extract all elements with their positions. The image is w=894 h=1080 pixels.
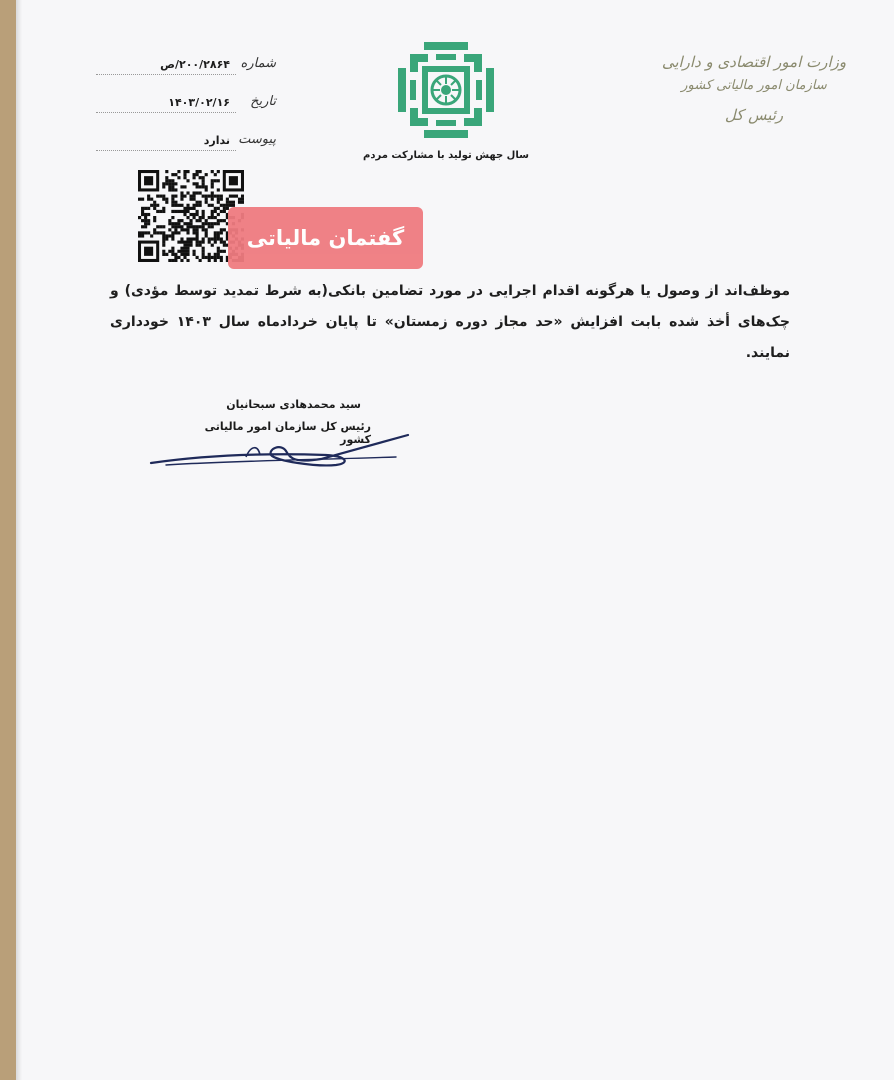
number-value: ۲۰۰/۲۸۶۴/ص — [160, 58, 230, 71]
ministry-header — [654, 50, 854, 132]
attachment-row — [96, 128, 276, 166]
tax-organization-logo-icon — [396, 40, 496, 140]
signatory-title: رئیس کل سازمان امور مالیاتی کشور — [204, 420, 371, 446]
year-slogan: سال جهش تولید با مشارکت مردم — [363, 150, 529, 161]
letter-body: موظف‌اند از وصول یا هرگونه اقدام اجرایی در مورد تضامین بانکی(به شرط تمدید توسط مؤدی) و چک‌های أخذ شده بابت افزایش «حد مجاز دوره زمستان» تا پایان خردادماه سال ۱۴۰۳ خودداری نمایند. — [110, 283, 790, 361]
number-row — [96, 52, 276, 90]
attachment-label: پیوست — [238, 132, 276, 147]
handwritten-signature-icon — [146, 425, 416, 475]
number-label: شماره — [240, 56, 276, 71]
letter-meta — [96, 52, 276, 166]
watermark-label: گفتمان مالیاتی — [228, 207, 423, 269]
office-title: رئیس کل — [724, 106, 784, 124]
attachment-value: ندارد — [203, 134, 230, 147]
organization-name: سازمان امور مالیاتی کشور — [681, 78, 827, 93]
date-label: تاریخ — [250, 94, 276, 109]
date-row — [96, 90, 276, 128]
ministry-name: وزارت امور اقتصادی و دارایی — [661, 53, 847, 71]
signatory-name: سید محمدهادی سبحانیان — [226, 398, 361, 411]
letter-page — [16, 0, 894, 1080]
date-value: ۱۴۰۳/۰۲/۱۶ — [168, 96, 230, 109]
